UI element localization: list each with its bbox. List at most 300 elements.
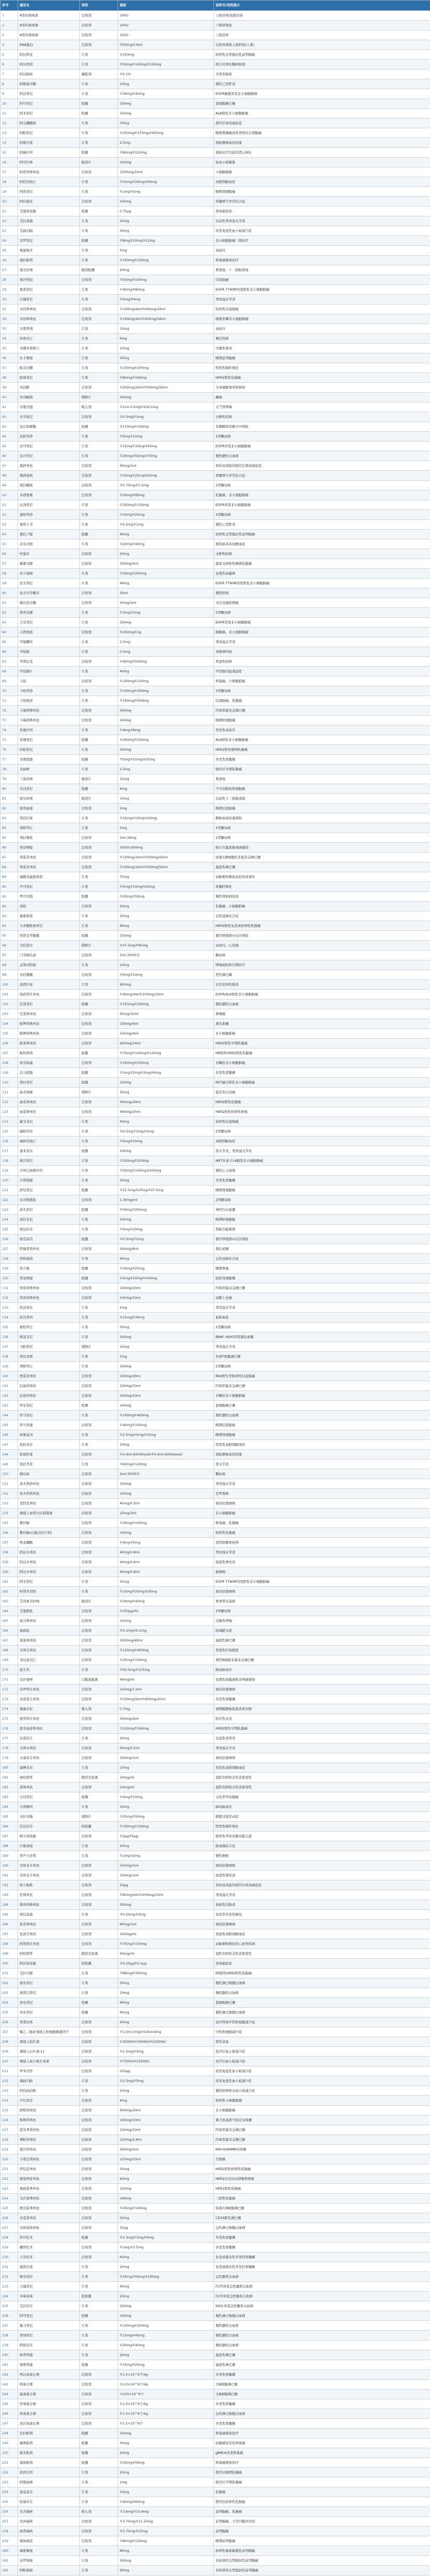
table-row: [1, 2331, 430, 2341]
specification: ①0.75mg②1.5mg: [118, 481, 214, 490]
row-index: 208: [1, 2037, 18, 2047]
specification: ①5mg②20mg: [118, 1225, 214, 1234]
generic-name: 托法替布: [18, 1303, 80, 1313]
usage-note: gBRCA突变卵巢癌: [214, 2448, 430, 2458]
specification: ①2.5mg②5mg: [118, 2076, 214, 2086]
usage-note: MET外显子14跳变非小细胞肺癌: [214, 1156, 430, 1166]
dosage-form: 软胶囊: [80, 2292, 118, 2301]
dosage-form: 注射剂: [80, 1636, 118, 1646]
dosage-form: 片剂: [80, 2478, 118, 2487]
specification: 400mg: [118, 980, 214, 990]
generic-name: 替雷利珠单抗: [18, 1283, 80, 1293]
row-index: 257: [1, 2517, 18, 2527]
generic-name: 尼拉帕利: [18, 2429, 80, 2438]
table-row: [1, 1763, 430, 1773]
table-row: [1, 628, 430, 637]
specification: 100mg/10ml: [118, 1293, 214, 1303]
dosage-form: 注射剂: [80, 2155, 118, 2164]
table-row: [1, 1469, 430, 1479]
table-row: [1, 393, 430, 402]
dosage-form: 注射剂: [80, 1616, 118, 1626]
usage-note: 慢性髓性白血病: [214, 1988, 430, 1998]
dosage-form: 片剂: [80, 2272, 118, 2282]
specification: 50mg: [118, 1841, 214, 1851]
dosage-form: 胶囊: [80, 2448, 118, 2458]
row-index: 231: [1, 2262, 18, 2272]
usage-note: 晚期肝细胞癌: [214, 716, 430, 725]
usage-note: HR阳性HER2阴性乳腺癌: [214, 1048, 430, 1058]
table-row: [1, 1048, 430, 1058]
generic-name: 重组人血管内皮抑制素: [18, 1509, 80, 1518]
dosage-form: 注射剂: [80, 2047, 118, 2057]
specification: 100mg: [118, 2311, 214, 2321]
row-index: 28: [1, 275, 18, 285]
dosage-form: 片剂: [80, 1323, 118, 1332]
specification: ①200mg/20ml②500mg/50ml: [118, 383, 214, 393]
table-row: [1, 1675, 430, 1685]
specification: ①0.5mg②1mg: [118, 412, 214, 422]
row-index: 60: [1, 588, 18, 598]
generic-name: 依维莫司: [18, 1430, 80, 1440]
generic-name: A型肉毒毒素: [18, 30, 80, 40]
row-index: 19: [1, 187, 18, 197]
generic-name: 利伐沙班: [18, 814, 80, 823]
row-index: 154: [1, 1509, 18, 1518]
specification: 10mg: [118, 344, 214, 353]
generic-name: 普纳替尼: [18, 2331, 80, 2341]
table-row: [1, 667, 430, 676]
usage-note: 非小细胞肺癌: [214, 1029, 430, 1039]
usage-note: 晚期肾细胞癌: [214, 1185, 430, 1195]
specification: 100mg/20ml: [118, 1371, 214, 1381]
table-row: [1, 1068, 430, 1078]
generic-name: 赛帕利单抗: [18, 2135, 80, 2145]
generic-name: 西尼莫德: [18, 1910, 80, 1920]
specification: ①0.5mg②1mg: [118, 520, 214, 530]
dosage-form: 片剂: [80, 765, 118, 774]
row-index: 252: [1, 2468, 18, 2478]
dosage-form: 片剂: [80, 2546, 118, 2556]
table-row: [1, 530, 430, 539]
table-row: [1, 1792, 430, 1802]
dosage-form: 注射剂: [80, 1655, 118, 1665]
dosage-form: 注射剂: [80, 1685, 118, 1694]
dosage-form: 片剂: [80, 334, 118, 344]
specification: 250mg/5ml: [118, 559, 214, 569]
table-row: [1, 2438, 430, 2448]
generic-name: 氯吡格雷: [18, 911, 80, 921]
table-row: [1, 1606, 430, 1616]
table-row: [1, 2106, 430, 2115]
table-row: [1, 118, 430, 128]
specification: ①15mg②30mg③45mg: [118, 442, 214, 451]
row-index: 27: [1, 265, 18, 275]
dosage-form: 注射剂: [80, 275, 118, 285]
table-row: [1, 2399, 430, 2409]
row-index: 21: [1, 207, 18, 216]
usage-note: 转移性去势抵抗性前列腺癌: [214, 50, 430, 60]
specification: 20mg: [118, 1734, 214, 1743]
specification: 3ml:18mg: [118, 833, 214, 843]
table-row: [1, 1832, 430, 1841]
table-row: [1, 2311, 430, 2321]
generic-name: 格列美脲: [18, 608, 80, 618]
table-row: [1, 559, 430, 569]
table-row: [1, 716, 430, 725]
specification: ①100mg②200mg: [118, 363, 214, 373]
dosage-form: 片剂: [80, 882, 118, 892]
usage-note: 套细胞淋巴瘤: [214, 1998, 430, 2008]
table-row: [1, 2389, 430, 2399]
table-row: [1, 579, 430, 588]
row-index: 62: [1, 608, 18, 618]
dosage-form: 注射剂: [80, 990, 118, 999]
usage-note: 类风湿关节炎: [214, 637, 430, 647]
dosage-form: 胶囊: [80, 1264, 118, 1274]
dosage-form: 注射剂: [80, 11, 118, 21]
table-row: [1, 197, 430, 207]
row-index: 55: [1, 539, 18, 549]
table-row: [1, 2076, 430, 2086]
usage-note: 高胆固醇血症: [214, 177, 430, 187]
specification: ①25mg②100mg: [118, 1655, 214, 1665]
generic-name: 多西他赛: [18, 490, 80, 500]
specification: ①3.75mg②15mg: [118, 2527, 214, 2536]
generic-name: 依托考昔: [18, 1460, 80, 1469]
usage-note: 慢性淋巴细胞白血病: [214, 2008, 430, 2018]
specification: 140mg/ml: [118, 1929, 214, 1939]
specification: ①40mg/4ml②100mg/10ml: [118, 990, 214, 999]
generic-name: 呋塞米: [18, 549, 80, 559]
table-row: [1, 432, 430, 442]
specification: 250mg: [118, 931, 214, 941]
dosage-form: 注射剂: [80, 1567, 118, 1577]
dosage-form: 胶囊: [80, 1068, 118, 1078]
row-index: 3: [1, 30, 18, 40]
specification: 2.5mg: [118, 765, 214, 774]
table-row: [1, 1509, 430, 1518]
dosage-form: 片剂: [80, 2262, 118, 2272]
usage-note: 胃食管反流病: [214, 1597, 430, 1606]
table-row: [1, 2008, 430, 2018]
table-row: [1, 1137, 430, 1146]
dosage-form: 注射剂: [80, 1548, 118, 1557]
table-row: [1, 2350, 430, 2360]
table-row: [1, 1313, 430, 1323]
row-index: 18: [1, 177, 18, 187]
usage-note: 滤泡性淋巴瘤: [214, 1636, 430, 1646]
specification: ①30mg②140mg: [118, 2204, 214, 2213]
specification: ①100×10^6个: [118, 2389, 214, 2399]
row-index: 7: [1, 70, 18, 79]
usage-note: 晚期胃癌: [214, 1264, 430, 1274]
dosage-form: 注射剂: [80, 1606, 118, 1616]
dosage-form: 片剂: [80, 451, 118, 461]
row-index: 159: [1, 1557, 18, 1567]
generic-name: 阿替利珠单抗: [18, 167, 80, 177]
usage-note: 激素受体阳性晚期乳腺癌: [214, 559, 430, 569]
usage-note: 慢性肝病相关血小板减少症: [214, 2086, 430, 2096]
dosage-form: 胶囊: [80, 530, 118, 539]
generic-name: 帕立骨化醇: [18, 1832, 80, 1841]
row-index: 215: [1, 2106, 18, 2115]
usage-note: 骨髓纤维化: [214, 882, 430, 892]
dosage-form: 注射剂: [80, 1479, 118, 1489]
dosage-form: 胶囊: [80, 931, 118, 941]
generic-name: 特瑞普利单抗: [18, 1244, 80, 1254]
dosage-form: 片剂: [80, 2497, 118, 2507]
specification: 50mg: [118, 1978, 214, 1988]
row-index: 119: [1, 1166, 18, 1176]
row-index: 245: [1, 2399, 18, 2409]
generic-name: 托珠单抗: [18, 1890, 80, 1900]
generic-name: 布地奈德: [18, 402, 80, 412]
table-row: [1, 226, 430, 236]
specification: 250mg: [118, 745, 214, 755]
usage-note: 膀胱过度活动症: [214, 1812, 430, 1822]
specification: ①80mg②160mg: [118, 373, 214, 383]
table-row: [1, 2448, 430, 2458]
row-index: 70: [1, 686, 18, 696]
dosage-form: 片剂: [80, 1166, 118, 1176]
generic-name: 阿哌沙班: [18, 138, 80, 148]
generic-name: 阿比特龙: [18, 50, 80, 60]
usage-note: 多发性骨髓瘤: [214, 2419, 430, 2429]
table-row: [1, 1685, 430, 1694]
table-row: [1, 1890, 430, 1900]
row-index: 116: [1, 1137, 18, 1146]
specification: 45mg/0.5ml: [118, 1499, 214, 1509]
row-index: 236: [1, 2311, 18, 2321]
usage-note: 注射用重组人组织促(人重): [214, 40, 430, 50]
generic-name: 阿法替尼: [18, 89, 80, 99]
dosage-form: 注射剂: [80, 598, 118, 608]
row-index: 133: [1, 1303, 18, 1313]
row-index: 139: [1, 1362, 18, 1371]
generic-name: 普拉替尼: [18, 1078, 80, 1088]
generic-name: 波生坦: [18, 1665, 80, 1675]
usage-note: 特发性肺纤维化: [214, 363, 430, 373]
usage-note: 高胆固醇血症: [214, 1137, 430, 1146]
row-index: 90: [1, 882, 18, 892]
generic-name: 瑞舒伐他汀: [18, 1137, 80, 1146]
row-index: 240: [1, 2350, 18, 2360]
table-row: [1, 2478, 430, 2487]
specification: ①2.3mg②3mg③4mg: [118, 2233, 214, 2243]
generic-name: 康柏西普: [18, 1773, 80, 1783]
table-row: [1, 706, 430, 716]
usage-note: 动脉粥样硬化性心血管疾病: [214, 1939, 430, 1949]
usage-note: EGFR T790M突变阳性非小细胞肺癌: [214, 579, 430, 588]
table-row: [1, 2213, 430, 2223]
table-row: [1, 2086, 430, 2096]
row-index: 198: [1, 1939, 18, 1949]
row-index: 49: [1, 481, 18, 490]
dosage-form: 片剂: [80, 138, 118, 148]
usage-note: 骨折高风险的绝经后骨质疏松症: [214, 461, 430, 471]
generic-name: 泊马度胺: [18, 1068, 80, 1078]
dosage-form: 胶囊: [80, 2429, 118, 2438]
row-index: 122: [1, 1195, 18, 1205]
table-row: [1, 1430, 430, 1440]
dosage-form: 片剂: [80, 980, 118, 990]
generic-name: 阿扎胞苷: [18, 197, 80, 207]
row-index: 38: [1, 373, 18, 383]
row-index: 172: [1, 1685, 18, 1694]
row-index: 105: [1, 1029, 18, 1039]
table-row: [1, 1528, 430, 1538]
usage-note: 转移性激素敏感性前列腺癌: [214, 2546, 430, 2556]
dosage-form: 注射剂: [80, 1714, 118, 1724]
row-index: 244: [1, 2389, 18, 2399]
specification: 100mg: [118, 2429, 214, 2438]
generic-name: 达格列净: [18, 432, 80, 442]
generic-name: 戈利木单抗: [18, 1743, 80, 1753]
usage-note: 经典型霍奇金淋巴瘤: [214, 2125, 430, 2135]
usage-note: 家族性高胆固醇血症: [214, 1929, 430, 1939]
specification: ①40mg②100mg: [118, 1420, 214, 1430]
generic-name: 氨氯地平: [18, 246, 80, 256]
generic-name: 乐伐替尼: [18, 784, 80, 794]
dosage-form: 注射剂: [80, 304, 118, 314]
usage-note: 复发型多发性硬化: [214, 1910, 430, 1920]
row-index: 56: [1, 549, 18, 559]
usage-note: 骨折高风险的绝经后骨质疏松症: [214, 1880, 430, 1890]
row-index: 129: [1, 1264, 18, 1274]
dosage-form: 注射剂: [80, 2096, 118, 2106]
generic-name: 罗沙司他: [18, 892, 80, 902]
specification: ①5mg②10mg: [118, 1137, 214, 1146]
usage-note: HER2阳性晚期乳腺癌: [214, 745, 430, 755]
specification: ②50mg/0.6ml: [118, 40, 214, 50]
dosage-form: 片剂: [80, 128, 118, 138]
table-row: [1, 1783, 430, 1792]
row-index: 254: [1, 2487, 18, 2497]
row-index: 155: [1, 1518, 18, 1528]
generic-name: 西达本胺: [18, 1352, 80, 1362]
generic-name: 尼达尼布: [18, 1822, 80, 1832]
dosage-form: 缓释片: [80, 393, 118, 402]
specification: ①100mg②300mg: [118, 686, 214, 696]
generic-name: 泽布替尼: [18, 1998, 80, 2008]
specification: ①75mg②100mg③125mg: [118, 1048, 214, 1058]
usage-note: 肾性贫血: [214, 2037, 430, 2047]
row-index: 152: [1, 1489, 18, 1499]
table-row: [1, 138, 430, 148]
generic-name: 普那布林: [18, 2018, 80, 2027]
usage-note: EGFR突变非小细胞肺癌: [214, 442, 430, 451]
specification: ①20mg②50mg③70mg: [118, 451, 214, 461]
specification: 40mg: [118, 1117, 214, 1127]
specification: 40mg/ml: [118, 1675, 214, 1685]
specification: 10mg: [118, 2487, 214, 2497]
usage-note: 慢性髓性白血病: [214, 451, 430, 461]
table-row: [1, 1998, 430, 2008]
specification: 1000mg/40ml: [118, 1636, 214, 1646]
generic-name: 卡瑞利珠单抗: [18, 716, 80, 725]
dosage-form: 注射剂: [80, 833, 118, 843]
table-row: [1, 60, 430, 70]
generic-name: 罗米司亭: [18, 2066, 80, 2076]
dosage-form: 胶囊: [80, 2311, 118, 2321]
row-index: 92: [1, 902, 18, 911]
row-index: 182: [1, 1783, 18, 1792]
dosage-form: 吸入剂: [80, 402, 118, 412]
row-index: 17: [1, 167, 18, 177]
table-row: [1, 128, 430, 138]
usage-note: 癫痫: [214, 393, 430, 402]
dosage-form: 肠溶片: [80, 794, 118, 804]
row-index: 188: [1, 1841, 18, 1851]
row-index: 11: [1, 109, 18, 118]
row-index: 2: [1, 21, 18, 30]
usage-note: EGFR T790M突变阳性非小细胞肺癌: [214, 285, 430, 295]
generic-name: 马昔腾坦: [18, 1802, 80, 1812]
specification: 25mg: [118, 216, 214, 226]
generic-name: 达罗他胺: [18, 2556, 80, 2566]
specification: 25mg: [118, 2468, 214, 2478]
generic-name: 阿利西尤单抗: [18, 1939, 80, 1949]
generic-name: 尼洛替尼: [18, 999, 80, 1009]
specification: ①8mg②10mg③12mg: [118, 236, 214, 246]
row-index: 4: [1, 40, 18, 50]
generic-name: 地舒单抗: [18, 461, 80, 471]
row-index: 248: [1, 2429, 18, 2438]
dosage-form: 缓释片: [80, 1088, 118, 1097]
generic-name: 利拉鲁肽: [18, 833, 80, 843]
specification: ①20mg②50mg: [118, 2458, 214, 2468]
generic-name: 奥马珠单抗: [18, 1616, 80, 1626]
row-index: 131: [1, 1283, 18, 1293]
usage-note: EGFR T790M突变阳性非小细胞肺癌: [214, 1577, 430, 1587]
dosage-form: 片剂: [80, 442, 118, 451]
row-index: 247: [1, 2419, 18, 2429]
row-index: 44: [1, 432, 18, 442]
dosage-form: 胶囊: [80, 755, 118, 765]
generic-name: 恩沃利单抗: [18, 2145, 80, 2155]
generic-name: 阿伐曲泊帕: [18, 2086, 80, 2096]
specification: ①100mg②200mg: [118, 1156, 214, 1166]
usage-note: 滤泡性淋巴瘤: [214, 862, 430, 872]
table-row: [1, 1323, 430, 1332]
generic-name: 曲妥珠单抗: [18, 1097, 80, 1107]
usage-note: 2型糖尿病: [214, 823, 430, 833]
usage-note: HER2阳性乳腺癌: [214, 373, 430, 383]
dosage-form: 胶囊: [80, 1401, 118, 1411]
dosage-form: 片剂: [80, 1156, 118, 1166]
specification: 1200mg/20ml: [118, 167, 214, 177]
generic-name: 瑞戈非尼: [18, 1117, 80, 1127]
table-row: [1, 1058, 430, 1068]
table-row: [1, 1244, 430, 1254]
row-index: 158: [1, 1548, 18, 1557]
generic-name: 替莫唑胺: [18, 1274, 80, 1283]
generic-name: 马来酸吡咯替尼: [18, 921, 80, 931]
usage-note: 原发性高血压: [214, 725, 430, 735]
dosage-form: 注射剂: [80, 1880, 118, 1890]
dosage-form: 胶囊: [80, 2008, 118, 2018]
dosage-form: 胶囊: [80, 1998, 118, 2008]
table-row: [1, 2419, 430, 2429]
generic-name: 地加瑞克: [18, 2536, 80, 2546]
specification: ①4mg②10mg: [118, 1792, 214, 1802]
table-row: [1, 598, 430, 608]
row-index: 5: [1, 50, 18, 60]
dosage-form: 注射剂: [80, 1283, 118, 1293]
table-row: [1, 2282, 430, 2292]
dosage-form: 注射剂: [80, 1420, 118, 1430]
table-row: [1, 1166, 430, 1176]
